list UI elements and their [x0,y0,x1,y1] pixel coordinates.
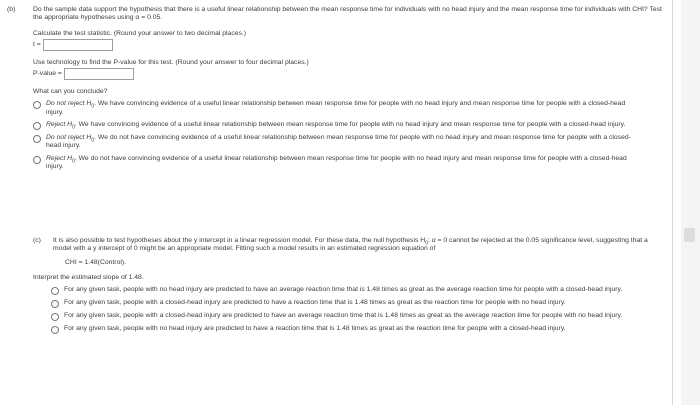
test-statistic-instruction: Calculate the test statistic. (Round your answer to two decimal places.) [33,29,247,37]
option-text: . We do not have convincing evidence of a useful linear relationship between mean response time for people with no head injury and mean response time for people with a closed-head injury. [46,154,627,170]
conclusion-option[interactable]: Do not reject $H_0$. We have convincing evidence of a useful linear relationship between mean response time for people with no head injury and mean response time for people with a closed-head injury. [33,100,638,117]
radio-button[interactable] [51,300,59,308]
scrollbar-thumb[interactable] [684,228,695,242]
radio-button[interactable] [51,287,59,295]
conclusion-option[interactable]: Reject $H_0$. We have convincing evidence of a useful linear relationship between mean response time for people with no head injury and mean response time for people with a closed-head injury. [33,121,638,130]
radio-button[interactable] [51,326,59,334]
part-b-question: Do the sample data support the hypothesis that there is a useful linear relationship between the mean response time for individuals with no head injury and the mean response time for individuals with CHI? Test the appropriate hypotheses using α = 0.05. [33,6,662,22]
scrollbar-track[interactable] [681,0,700,405]
part-c-label: (c) [33,237,41,244]
option-text: For any given task, people with a closed-head injury are predicted to have a reaction time that is 1.48 times as great as the reaction time for people with no head injury. [64,298,566,306]
part-c-intro: It is also possible to test hypotheses about the y intercept in a linear regression model. For these data, the null hypothesis $H_0$: α = 0 cannot be rejected at the 0.05 significance level, suggesting that a model with a y intercept of 0 might be an appropriate model. Fitting such a model results in an estimated regression equation of [53,237,648,253]
regression-equation: CHI = 1.48(Control). [65,259,127,267]
part-b-label: (b) [7,6,16,13]
t-label: t = [33,40,41,48]
p-value-input[interactable] [64,68,134,80]
option-text: . We have convincing evidence of a useful linear relationship between mean response time for people with no head injury and mean response time for people with a closed-head injury. [46,100,626,116]
radio-button[interactable] [33,135,41,143]
option-text: For any given task, people with no head injury are predicted to have a reaction time that is 1.48 times as great as the reaction time for people with a closed-head injury. [64,324,566,332]
part-b-section [7,6,667,175]
option-text: . We have convincing evidence of a useful linear relationship between mean response time for people with no head injury and mean response time for people with a closed-head injury. [74,121,626,129]
part-c-section [33,237,663,338]
conclusion-option[interactable]: Do not reject $H_0$. We do not have convincing evidence of a useful linear relationship between mean response time for people with no head injury and mean response time for people with a closed-head injury. [33,134,638,151]
hypothesis-label: Reject H [46,121,73,129]
p-value-instruction: Use technology to find the P-value for this test. (Round your answer to four decimal places.) [33,58,309,66]
p-value-answer-row [33,67,667,81]
p-value-label: P-value = [33,70,62,78]
hypothesis-label: Reject H [46,154,73,162]
option-text: For any given task, people with no head injury are predicted to have an average reaction time that is 1.48 times as great as the average reaction time for people with a closed-head injury. [64,285,623,293]
hypothesis-label: Do not reject H [46,100,92,108]
interpretation-option[interactable] [51,312,643,321]
interpretation-option[interactable] [51,299,643,308]
hypothesis-label: Do not reject H [46,134,92,142]
t-answer-row [33,38,667,52]
t-statistic-input[interactable] [43,39,113,51]
radio-button[interactable] [33,101,41,109]
conclusion-option[interactable]: Reject $H_0$. We do not have convincing evidence of a useful linear relationship between mean response time for people with no head injury and mean response time for people with a closed-head injury. [33,155,638,172]
option-text: For any given task, people with a closed-head injury are predicted to have an average reaction time that is 1.48 times as great as the average reaction time for people with no head injury. [64,311,623,319]
radio-button[interactable] [33,122,41,130]
option-text: . We do not have convincing evidence of a useful linear relationship between mean response time for people with no head injury and mean response time for people with a closed-head injury. [46,134,631,150]
conclude-prompt: What can you conclude? [33,88,108,96]
interpretation-option[interactable] [51,286,643,295]
interpretation-option[interactable] [51,325,643,334]
radio-button[interactable] [51,313,59,321]
radio-button[interactable] [33,156,41,164]
interpret-prompt: Interpret the estimated slope of 1.48. [33,273,144,281]
